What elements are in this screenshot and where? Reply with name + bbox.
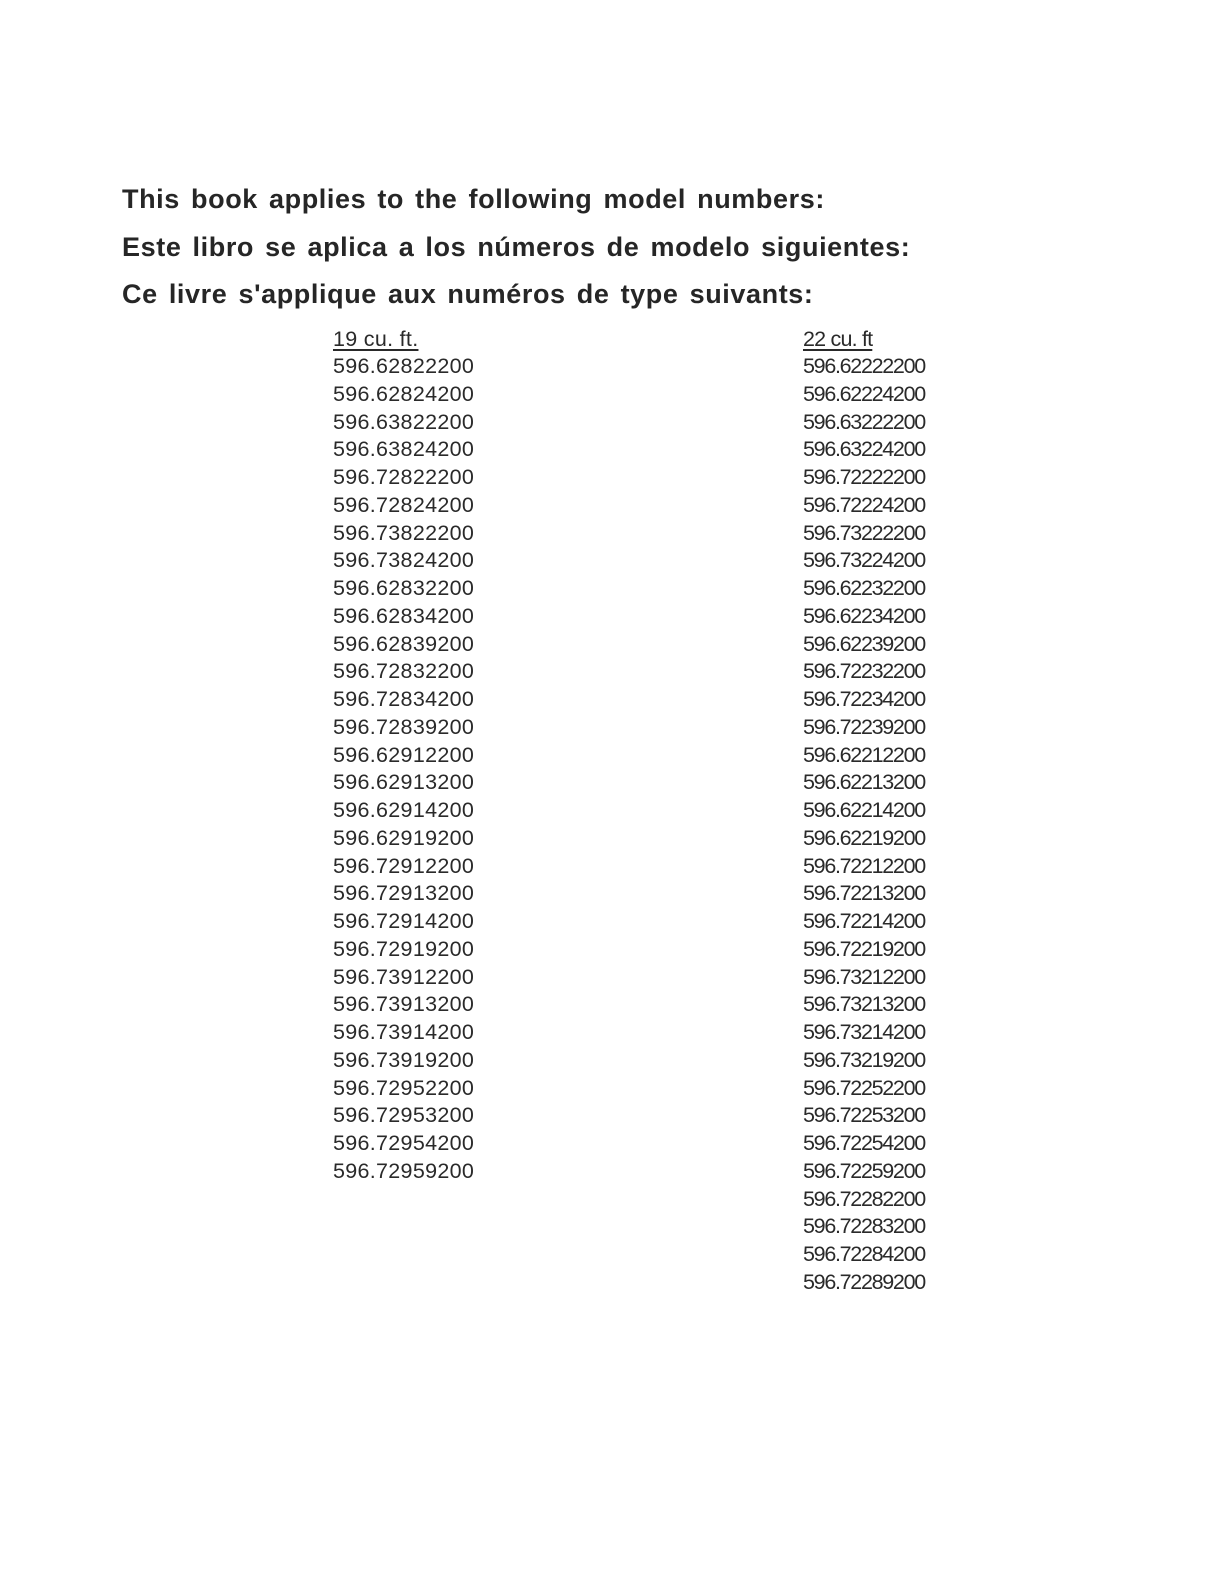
model-number: 596.62839200	[333, 631, 475, 656]
model-number: 596.62822200	[333, 354, 475, 378]
model-column-22-cu-ft	[803, 325, 925, 1297]
model-number: 596.72834200	[333, 687, 475, 711]
model-number: 596.72284200	[803, 1242, 925, 1266]
model-number: 596.62219200	[803, 825, 925, 850]
model-number: 596.62232200	[803, 576, 925, 600]
model-number: 596.72283200	[803, 1214, 925, 1239]
model-number: 596.73219200	[803, 1047, 925, 1072]
model-number: 596.73919200	[333, 1047, 475, 1072]
model-number: 596.73222200	[803, 520, 925, 545]
model-number: 596.72234200	[803, 687, 925, 711]
model-number: 596.72914200	[333, 909, 475, 933]
model-number: 596.62914200	[333, 798, 475, 822]
model-number: 596.62913200	[333, 770, 475, 795]
model-number: 596.62834200	[333, 603, 475, 628]
model-number: 596.72239200	[803, 714, 925, 739]
heading-block	[122, 176, 910, 319]
model-number: 596.72213200	[803, 881, 925, 906]
model-number: 596.62912200	[333, 742, 475, 767]
model-number: 596.72282200	[803, 1186, 925, 1211]
model-number: 596.62919200	[333, 825, 475, 850]
heading-spanish: Este libro se aplica a los números de modelo siguientes:	[122, 231, 911, 262]
model-number: 596.72953200	[333, 1103, 475, 1128]
model-number: 596.72259200	[803, 1158, 925, 1183]
model-number: 596.73913200	[333, 992, 475, 1017]
column-header: 19 cu. ft.	[333, 327, 419, 351]
model-number: 596.72954200	[333, 1131, 475, 1155]
model-number: 596.62824200	[333, 381, 475, 406]
model-number: 596.72222200	[803, 465, 925, 489]
model-number: 596.72224200	[803, 492, 925, 517]
model-list	[333, 353, 474, 1186]
model-number: 596.73822200	[333, 520, 475, 545]
heading-english: This book applies to the following model numbers:	[122, 184, 825, 214]
model-number: 596.62239200	[803, 631, 925, 656]
model-number: 596.73824200	[333, 548, 475, 573]
model-number: 596.72832200	[333, 659, 475, 684]
model-number: 596.72822200	[333, 465, 475, 489]
column-header: 22 cu. ft	[803, 327, 873, 351]
model-number: 596.62234200	[803, 603, 925, 628]
model-number: 596.72253200	[803, 1103, 925, 1128]
model-number: 596.73224200	[803, 548, 925, 573]
model-number: 596.72212200	[803, 853, 925, 878]
model-number: 596.73912200	[333, 964, 475, 989]
model-number: 596.73212200	[803, 964, 925, 989]
model-number: 596.63222200	[803, 409, 925, 434]
model-number: 596.72219200	[803, 936, 925, 961]
model-number: 596.72232200	[803, 659, 925, 684]
model-list	[803, 353, 925, 1297]
model-number: 596.72919200	[333, 936, 475, 961]
model-number: 596.62224200	[803, 381, 925, 406]
model-number: 596.73213200	[803, 992, 925, 1017]
heading-french: Ce livre s'applique aux numéros de type suivants:	[122, 279, 814, 309]
model-number: 596.72824200	[333, 492, 475, 517]
model-number: 596.62832200	[333, 576, 475, 600]
model-number: 596.62212200	[803, 742, 925, 767]
model-number: 596.72214200	[803, 909, 925, 933]
model-number: 596.72289200	[803, 1269, 925, 1294]
model-number: 596.72254200	[803, 1131, 925, 1155]
model-number: 596.63822200	[333, 409, 475, 434]
model-number: 596.73914200	[333, 1020, 475, 1044]
model-number: 596.72839200	[333, 714, 475, 739]
model-number: 596.62213200	[803, 770, 925, 795]
model-number: 596.63824200	[333, 437, 475, 462]
model-number: 596.72252200	[803, 1075, 925, 1100]
model-number: 596.72913200	[333, 881, 475, 906]
model-column-19-cu-ft	[333, 325, 474, 1186]
model-number: 596.62222200	[803, 354, 925, 378]
model-number: 596.72959200	[333, 1158, 475, 1183]
model-number: 596.73214200	[803, 1020, 925, 1044]
model-number: 596.72952200	[333, 1075, 475, 1100]
model-number: 596.63224200	[803, 437, 925, 462]
model-number: 596.62214200	[803, 798, 925, 822]
model-number: 596.72912200	[333, 853, 475, 878]
